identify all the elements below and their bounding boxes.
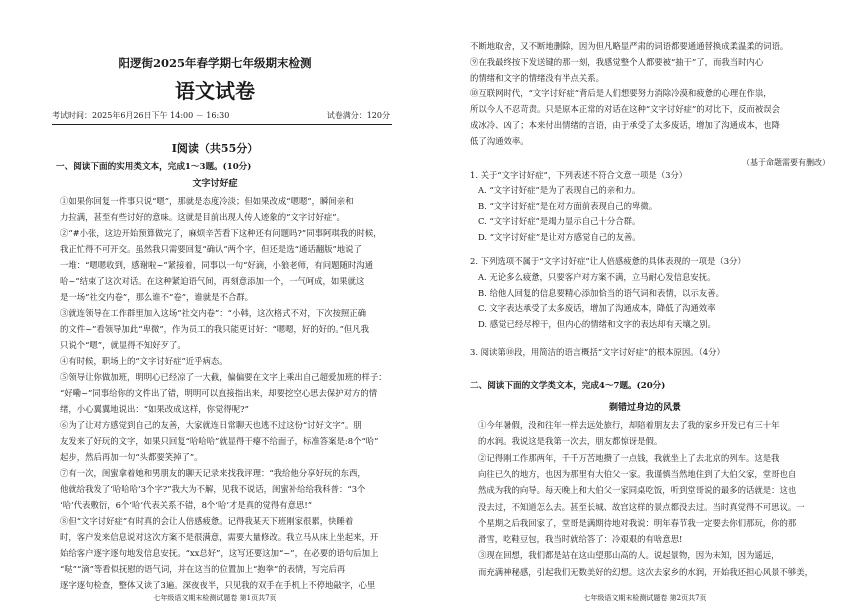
body-line: ③就连领导在工作群里加入这场“社交内卷”：“小韩，这次格式不对，下次按照正确: [60, 308, 366, 318]
full-score: 试卷满分：120分: [326, 111, 390, 120]
body-line: “好嘞~”同事给你的文件出了错，明明可以直接指出来，却要挖空心思去保护对方的情: [60, 388, 378, 398]
body-line: 滑雪，吃鞋豆包，我当时就给答了：冷艰艰的有啥意思!: [478, 534, 683, 545]
body-line: 始给客户逐字逐句地发信息安抚。“xx总好”，这写还要这加“~”，在必要的语句后加上: [60, 548, 379, 558]
body-line: ①今年暑假，没和往年一样去远处旅行，却陪着朋友去了我的家乡开发已有三十年: [478, 420, 780, 430]
exam-page-2: [430, 0, 860, 608]
body-line: 我正忙得不可开交。虽然我只需要回复“确认”两个字，但还是选“通话翻版”地说了: [60, 244, 362, 254]
answer-option: D. “文字讨好症”是让对方感觉自己的友善。: [478, 231, 641, 242]
body-line: 逐字逐句检查，整体又读了3遍。深夜夜半，只见我的双手在手机上不停地敲字，心里: [60, 580, 376, 590]
question-1-stem: 1. 关于“文字讨好症”，下列表述不符合文意一项是（3分）: [470, 170, 688, 180]
body-line: 绪，小心翼翼地说出：“如果改成这样，你觉得呢?”: [60, 404, 249, 414]
body-line: ⑥为了让对方感觉到自己的友善，大家就连日常聊天也逃不过这份“讨好文字”。朋: [60, 420, 362, 430]
body-line: 成冰冷、凶了；本来付出情绪的言语，由于承受了太多废话，增加了沟通成本，也降: [470, 120, 780, 130]
body-line: ②记得刚工作那两年，千千万苦地攒了一点钱，我就坐上了去北京的列车。这是我: [478, 452, 780, 463]
page-footer-2: 七年级语文期末检测试题卷 第2页共7页: [583, 594, 707, 602]
body-line: ⑩互联网时代，“文字讨好症”背后是人们想要努力消除冷漠和疲惫的心理在作祟，: [470, 88, 772, 99]
exam-title: 阳逻街2025年春学期七年级期末检测: [118, 56, 312, 70]
answer-option: C. “文字讨好症”是竭力显示自己十分合群。: [478, 216, 641, 226]
body-line: 的文件~”看领导加此“卑微”，作为员工的我只能更讨好：“嗯嗯，好的好的。”但凡我: [60, 324, 369, 334]
body-line: 所以今人不忍苛责。只是原本正常的对话在这种“文字讨好症”的对比下，反而被误会: [470, 104, 781, 115]
answer-option: A. “文字讨好症”是为了表现自己的亲和力。: [478, 185, 641, 195]
question-2-stem: 2. 下列选项不属于“文字讨好症”让人倍感疲惫的具体表现的一项是（3分）: [470, 256, 746, 266]
body-line: 哈~”结束了这次对话。在这种紧迫语气间，再刻意添加一个，一气呵成，如果就这: [60, 276, 365, 286]
body-line: “哒”“滴”等看似抚慰的语气词，并在这当的位置加上“抱拳”的表情，写完后再: [60, 564, 346, 574]
answer-option: A. 无论多么疲惫，只要客户对方案不满，立马耐心发信息安抚。: [478, 272, 716, 282]
body-line: 一堆：“嗯嗯收到，感谢啦~”紧接着，同事以一句“好滴，小狼老师，有问题随时沟通: [60, 260, 373, 270]
section-heading: Ⅰ阅读（共55分）: [171, 142, 259, 155]
article-title-2: 剃错过身边的风景: [608, 403, 681, 413]
body-line: 低了沟通效率。: [470, 135, 529, 146]
answer-option: C. 文字表达承受了太多废话，增加了沟通成本，降低了沟通效率: [478, 303, 716, 313]
body-line: ②“#小张，这边开始预算做完了，麻烦辛苦看下这种还有问题吗?”同事阿琪我的时候，: [60, 228, 382, 238]
body-line: 只说个“嗯”，就显得不知好歹了。: [60, 340, 186, 350]
subject-title: 语文试卷: [175, 79, 255, 103]
answer-option: B. 给他人回复的信息要精心添加恰当的语气词和表情，以示友善。: [478, 287, 724, 298]
body-line: 的情绪和文字的情绪没有半点关系。: [470, 72, 604, 83]
body-line: ③现在回想，我们都是站在这山望那山高的人。说起景物，因为未知，因为遥远，: [478, 550, 780, 561]
body-line: 不断地取舍，又不断地删除，因为但凡略显严肃的词语都要通通替换成柔温柔的词语。: [470, 41, 789, 51]
body-line: 他就给我发了‘哈哈哈’3个字?”我大为不解，见我不说话，闺蜜补给给我科普：“3个: [60, 484, 366, 494]
header-divider: [52, 124, 392, 125]
page-footer: 七年级语文期末检测试题卷 第1页共7页: [153, 594, 277, 602]
body-line: 没去过，不知道怎么去。甚至长城、故宫这样的景点都没去过。当时真觉得不可思议。一: [478, 501, 805, 512]
body-line: 友发来了好玩的文字，如果只回复“哈哈哈”就显得干瘪不给面子，标准答案是:8个“哈”: [60, 436, 379, 446]
part1-heading: 一、阅读下面的实用类文本，完成1～3题。(10分): [56, 162, 252, 172]
body-line: 的水润。我说这是我第一次去，朋友都惊讶是假。: [478, 436, 663, 447]
body-line: ⑧但“文字讨好症”有时真的会让人倍感疲惫。记得我某天下班刚家很累，快睡着: [60, 516, 354, 526]
part2-heading: 二、阅读下面的文学类文本，完成4～7题。(20分): [470, 381, 666, 391]
body-line: ①如果你回复一件事只说“嗯”，那就是态度冷淡；但如果改成“嗯嗯”，瞬间亲和: [60, 196, 354, 206]
answer-option: B. “文字讨好症”是在对方面前表现自己的卑微。: [478, 200, 658, 211]
body-line: 力拉满，甚至有些讨好的意味。这就是目前出现人传人迹象的“文字讨好症”。: [60, 212, 345, 222]
body-line: 然成为我的向导。每天晚上和大伯父一家同桌吃饭，听到堂哥说的最多的话就是：这也: [478, 485, 797, 496]
exam-time: 考试时间：2025年6月26日下午 14:00 － 16:30: [52, 111, 230, 120]
body-line: ‘哈’代表敷衍，6个‘哈’代表关系不错，8个‘哈’才是真的觉得有意思!”: [60, 500, 313, 510]
answer-option: D. 感觉已经尽榨干，但内心的情绪和文字的表达却有天壤之别。: [478, 318, 716, 329]
source-note: （基于命题需要有删改）: [742, 158, 830, 167]
body-line: 是一场“社交内卷”，那么谁不“卷”，谁就是不合群。: [60, 292, 253, 302]
body-line: 时，客户发来信息说对这次方案不是很满意，需要大量修改。我立马从床上坐起来，开: [60, 532, 379, 542]
body-line: ⑤领导让你做加班，明明心已经凉了一大截，偏偏要在文字上乘出自己超爱加班的样子：: [60, 372, 387, 382]
article-title: 文字讨好症: [192, 179, 238, 189]
body-line: 个星期之后我回家了，堂哥是满期待地对我说：明年春节我一定要去你们那玩，你的那: [478, 517, 797, 528]
body-line: ⑨在我最终按下发送键的那一刻，我感觉整个人都要被“抽干”了，而我当时内心: [470, 56, 764, 67]
body-line: 向往已久的地方，也因为那里有大伯父一家。我谨慎当然地住到了大伯父家，堂哥也自: [478, 468, 797, 479]
question-3: 3. 阅读第⑩段，用简洁的语言概括“文字讨好症”的根本原因。（4分）: [470, 347, 725, 357]
body-line: 起步，然后再加一句“头都要笑掉了”。: [60, 452, 203, 462]
body-line: ④有时候，职场上的“文字讨好症”近乎病态。: [60, 356, 228, 366]
body-line: ⑦有一次，闺蜜拿着她和男朋友的聊天记录来找我评理：“我给他分享好玩的东西，: [60, 468, 366, 478]
body-line: 而充满神秘感，引起我们无数美好的幻想。这次去家乡的水润，开始我还担心风景不够美，: [478, 566, 813, 577]
